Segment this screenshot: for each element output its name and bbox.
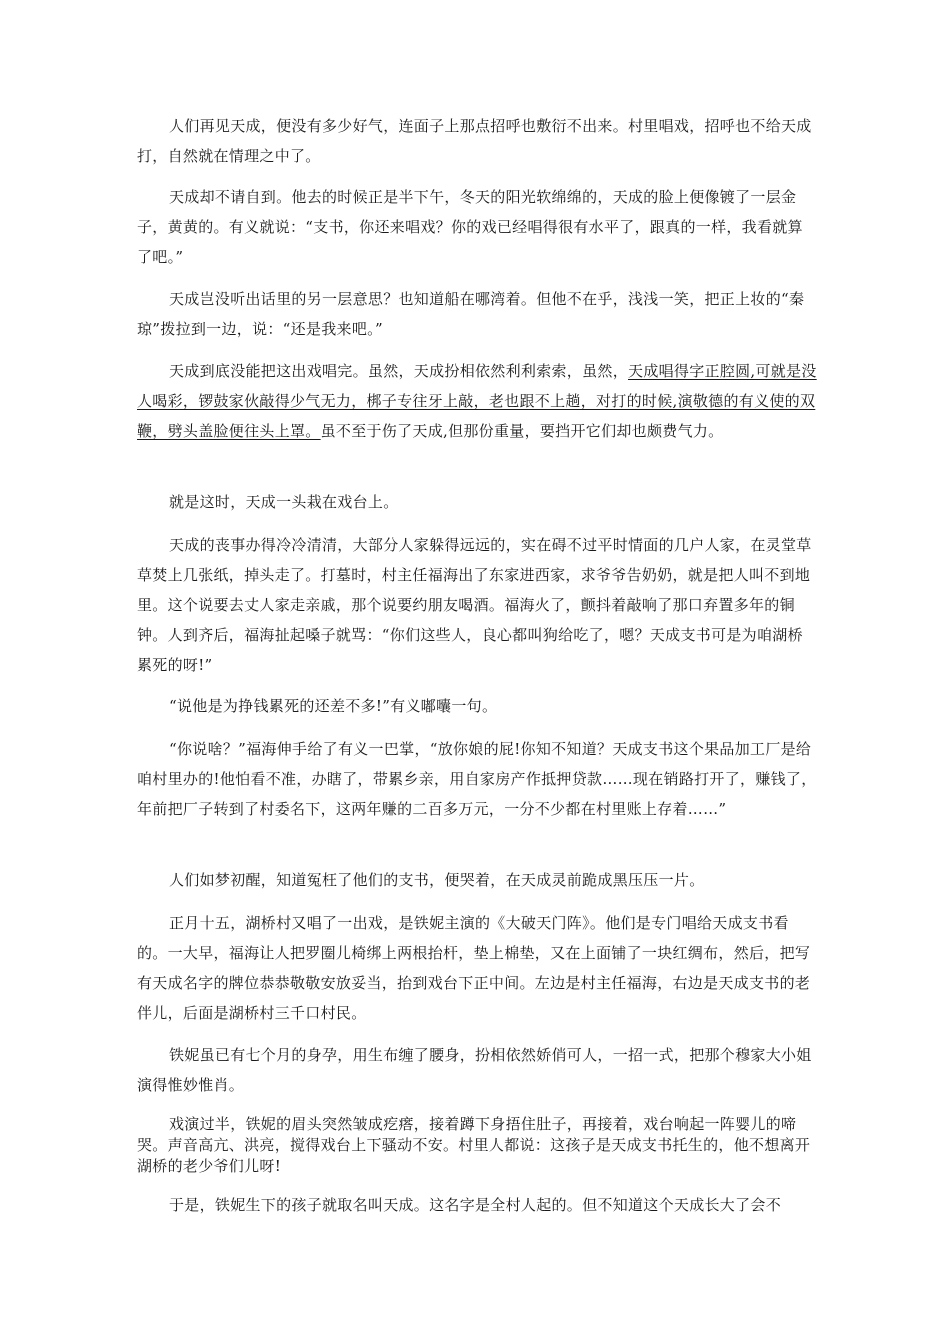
paragraph-11: 铁妮虽已有七个月的身孕，用生布缠了腰身，扮相依然娇俏可人，一招一式，把那个穆家大小姐演得惟妙惟肖。 [137,1046,812,1094]
paragraph-4 [137,356,817,446]
paragraph-5: 就是这时，天成一头栽在戏台上。 [169,493,399,511]
paragraph-7: “说他是为挣钱累死的还差不多!”有义嘟囔一句。 [169,697,498,715]
paragraph-9: 人们如梦初醒，知道冤枉了他们的支书，便哭着，在天成灵前跪成黑压压一片。 [169,871,705,889]
paragraph-8: “你说啥？”福海伸手给了有义一巴掌，“放你娘的屁!你知不知道？天成支书这个果品加工厂是给咱村里办的!他怕看不准，办瞎了，带累乡亲，用自家房产作抵押贷款……现在销路打开了，赚钱了，年前把厂子转到了村委名下，这两年赚的二百多万元，一分不少都在村里账上存着……” [137,740,817,818]
paragraph-10: 正月十五，湖桥村又唱了一出戏，是铁妮主演的《大破天门阵》。他们是专门唱给天成支书看的。一大早，福海让人把罗圈儿椅绑上两根抬杆，垫上棉垫，又在上面铺了一块红绸布，然后，把写有天成名字的牌位恭恭敬敬安放妥当，抬到戏台下正中间。左边是村主任福海，右边是天成支书的老伴儿，后面是湖桥村三千口村民。 [137,914,811,1022]
paragraph-3: 天成岂没听出话里的另一层意思？也知道船在哪湾着。但他不在乎，浅浅一笑，把正上妆的“秦琼”拨拉到一边，说：“还是我来吧。” [137,290,805,338]
paragraph-6: 天成的丧事办得冷冷清清，大部分人家躲得远远的，实在碍不过平时情面的几户人家，在灵堂草草焚上几张纸，掉头走了。打墓时，村主任福海出了东家进西家，求爷爷告奶奶，就是把人叫不到地里。这个说要去丈人家走亲戚，那个说要约朋友喝酒。福海火了，颤抖着敲响了那口弃置多年的铜钟。人到齐后，福海扯起嗓子就骂：“你们这些人，良心都叫狗给吃了，嗯？天成支书可是为咱湖桥累死的呀!” [137,536,812,674]
paragraph-13: 于是，铁妮生下的孩子就取名叫天成。这名字是全村人起的。但不知道这个天成长大了会不 [169,1196,782,1214]
paragraph-12: 戏演过半，铁妮的眉头突然皱成疙瘩，接着蹲下身捂住肚子，再接着，戏台响起一阵婴儿的啼哭。声音高亢、洪亮，搅得戏台上下骚动不安。村里人都说：这孩子是天成支书托生的，他不想离开湖桥的老少爷们儿呀! [137,1115,811,1175]
underlined-passage: 天成唱得字正腔圆,可就是没人喝彩，锣鼓家伙敲得少气无力，梆子专往牙上敲，老也跟不上趟，对打的时候,演敬德的有义使的双鞭，劈头盖脸便往头上罩。 [137,362,817,440]
paragraph-2: 天成却不请自到。他去的时候正是半下午，冬天的阳光软绵绵的，天成的脸上便像镀了一层金子，黄黄的。有义就说：“支书，你还来唱戏？你的戏已经唱得很有水平了，跟真的一样，我看就算了吧。” [137,188,803,266]
paragraph-4-text: 天成到底没能把这出戏唱完。虽然，天成扮相依然利利索索，虽然， [169,362,629,380]
paragraph-1: 人们再见天成，便没有多少好气，连面子上那点招呼也敷衍不出来。村里唱戏，招呼也不给天成打，自然就在情理之中了。 [137,117,812,165]
paragraph-4-tail: 虽不至于伤了天成,但那份重量，要挡开它们却也颇费气力。 [320,422,724,440]
